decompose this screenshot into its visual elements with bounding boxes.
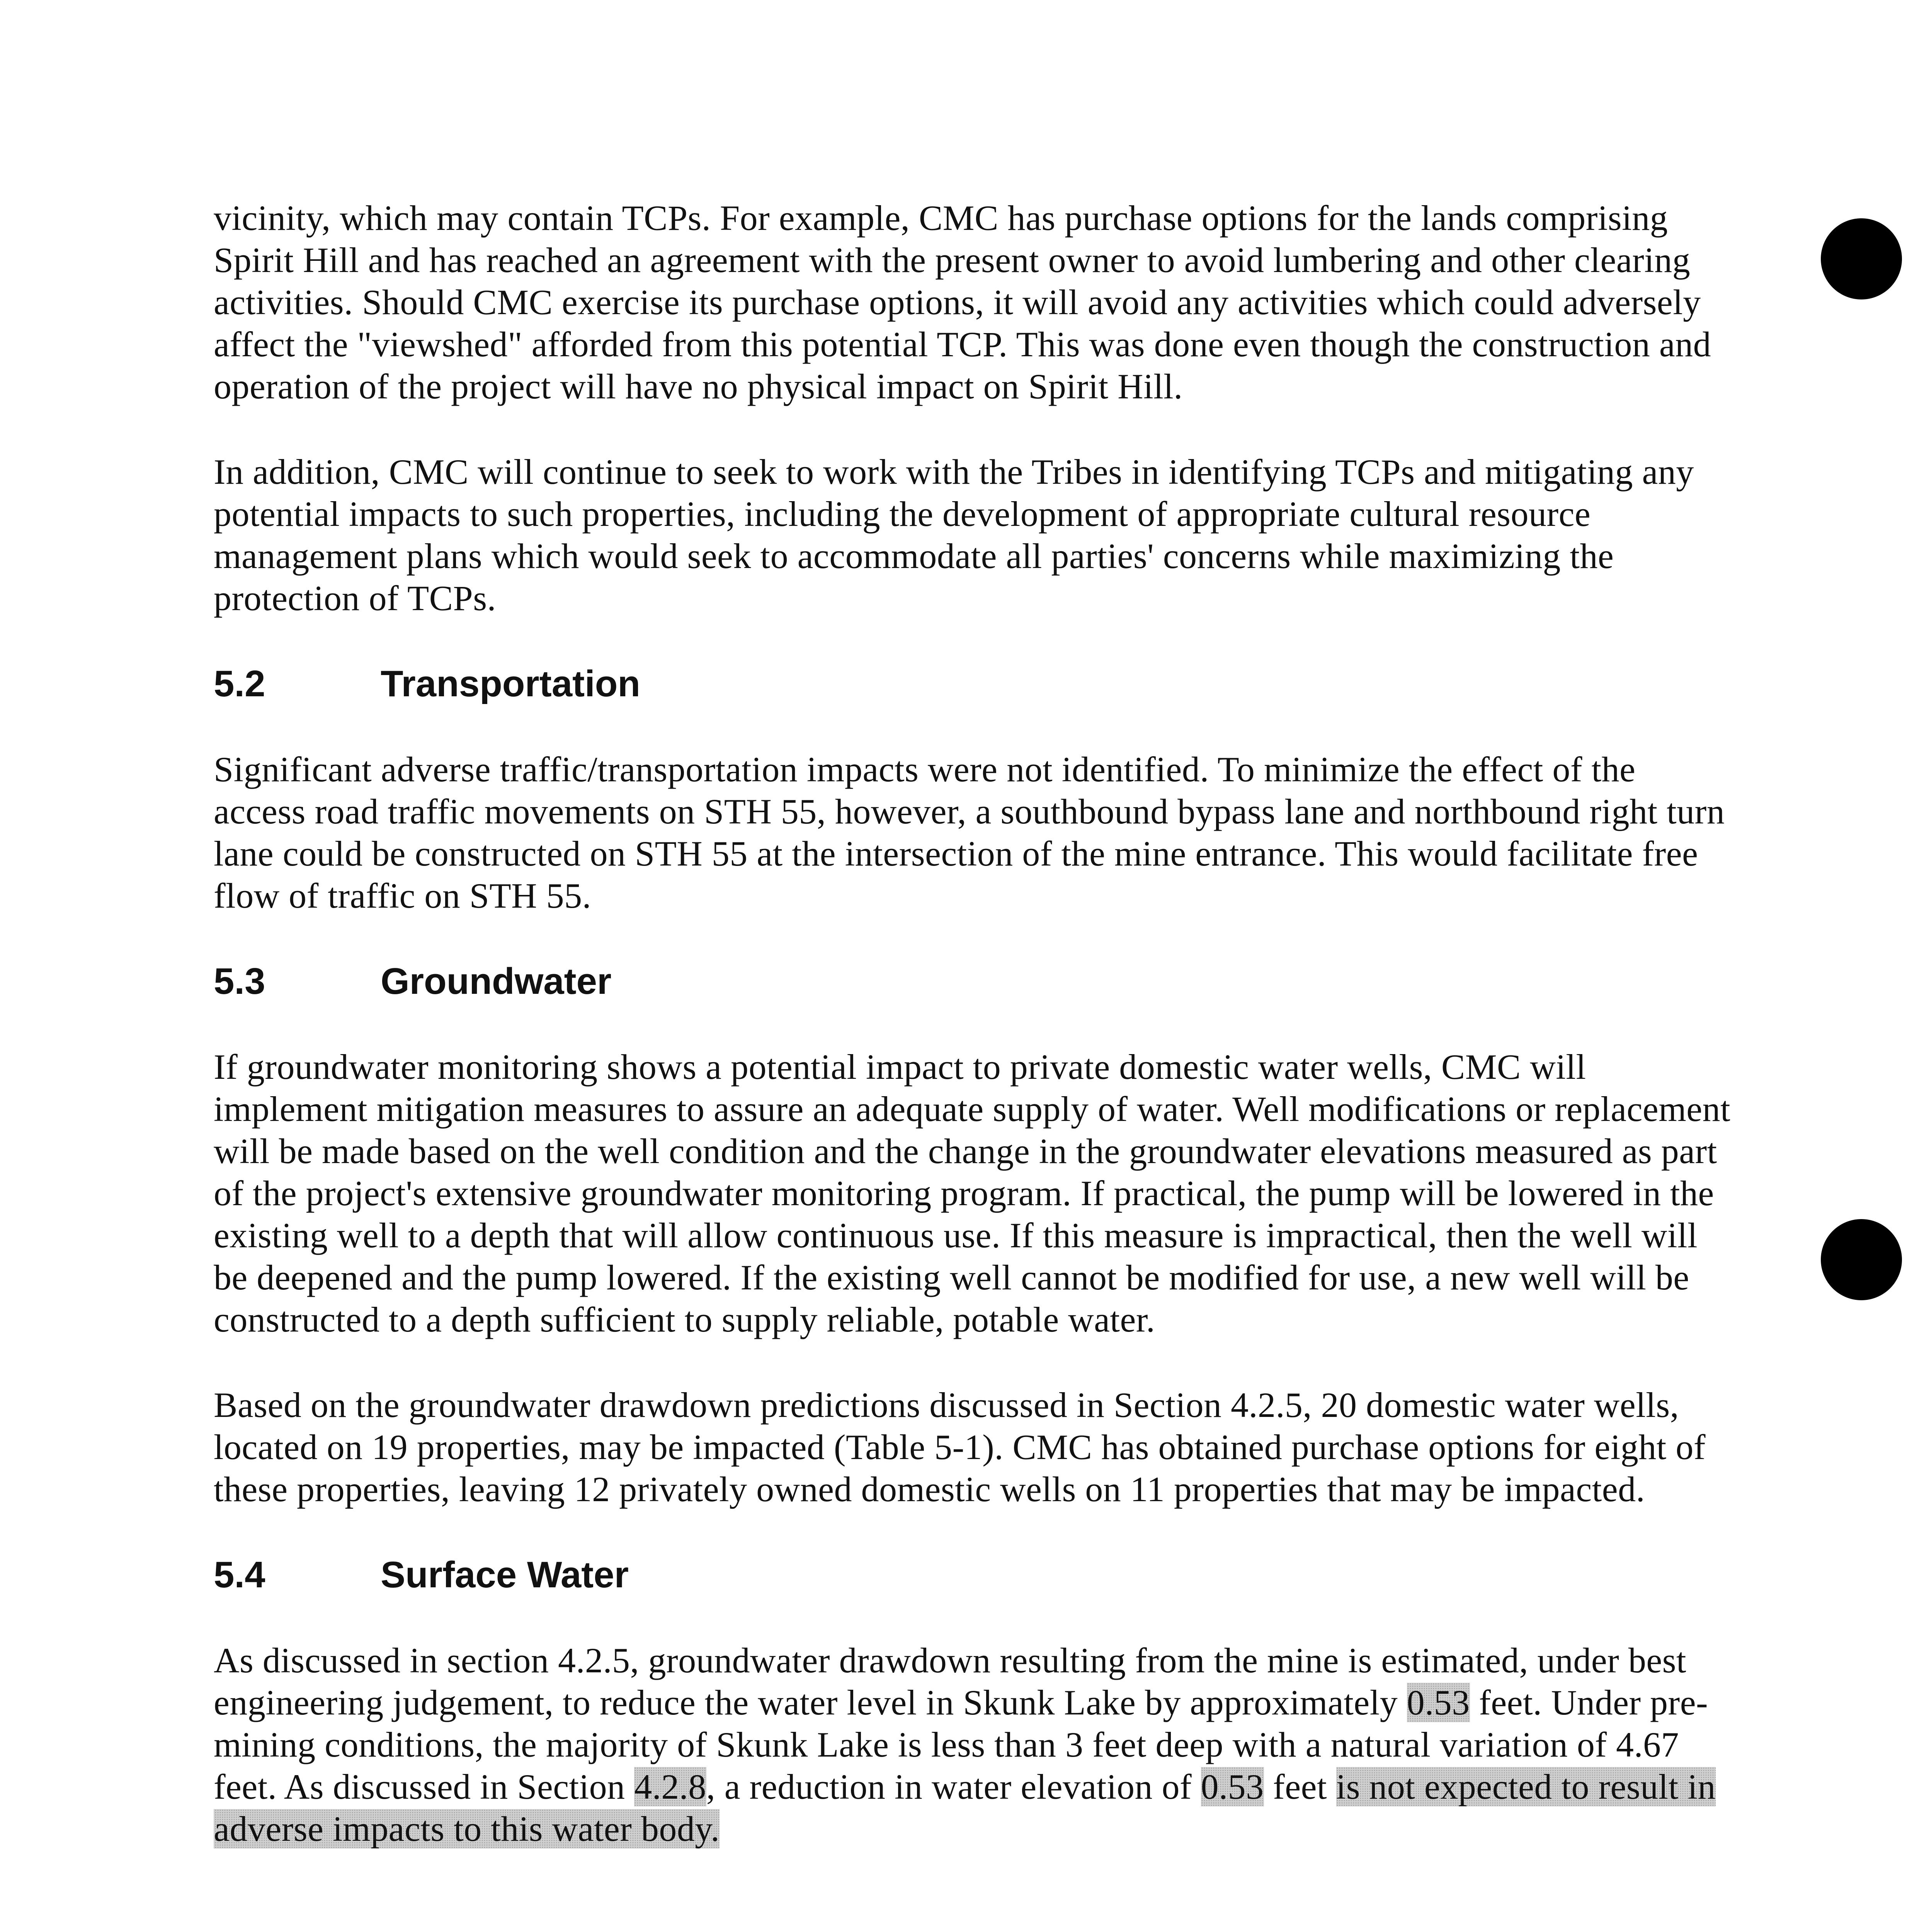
- binder-hole-top: [1821, 218, 1902, 299]
- transportation-paragraph: Significant adverse traffic/transportation impacts were not identified. To minimize the effect of the access road traffic movements on STH 55, however, a southbound bypass lane and northbound right turn lane could be constructed on STH 55 at the intersection of the mine entrance. This would facilitate free flow of traffic on STH 55.: [214, 750, 1725, 915]
- highlighted-value: 0.53: [1407, 1683, 1470, 1722]
- text-run: feet: [1264, 1767, 1336, 1806]
- surface-water-paragraph: [214, 1639, 1732, 1850]
- groundwater-paragraph-2: Based on the groundwater drawdown predictions discussed in Section 4.2.5, 20 domestic water wells, located on 19 properties, may be impacted (Table 5-1). CMC has obtained purchase options for eight of these properties, leaving 12 privately owned domestic wells on 11 properties that may be impacted.: [214, 1385, 1706, 1509]
- text-run: feet. Under pre-mining conditions, the majority of Skunk Lake is less than 3 feet deep with a natural variation of 4.67 feet. As discussed in Section: [214, 1683, 1708, 1806]
- section-title: Groundwater: [381, 961, 612, 1002]
- text-run: As discussed in section 4.2.5, groundwater drawdown resulting from the mine is estimated, under best engineering judgement, to reduce the water level in Skunk Lake by approximately: [214, 1641, 1687, 1722]
- text-run: , a reduction in water elevation of: [706, 1767, 1201, 1806]
- section-title: Surface Water: [381, 1554, 629, 1595]
- highlighted-section-ref: 4.2.8: [634, 1767, 706, 1806]
- section-title: Transportation: [381, 663, 641, 704]
- binder-hole-middle: [1821, 1219, 1902, 1300]
- highlighted-value: 0.53: [1201, 1767, 1264, 1806]
- intro-paragraph-2: In addition, CMC will continue to seek to work with the Tribes in identifying TCPs and mitigating any potential impacts to such properties, including the development of appropriate cultural resource management plans which would seek to accommodate all parties' concerns while maximizing the protection of TCPs.: [214, 452, 1694, 618]
- groundwater-paragraph-1: If groundwater monitoring shows a potential impact to private domestic water wells, CMC will implement mitigation measures to assure an adequate supply of water. Well modifications or replacement will be made based on the well condition and the change in the groundwater elevations measured as part of the project's extensive groundwater monitoring program. If practical, the pump will be lowered in the existing well to a depth that will allow continuous use. If this measure is impractical, then the well will be deepened and the pump lowered. If the existing well cannot be modified for use, a new well will be constructed to a depth sufficient to supply reliable, potable water.: [214, 1047, 1731, 1339]
- section-heading-groundwater: [214, 960, 1732, 1003]
- intro-paragraph-1: vicinity, which may contain TCPs. For example, CMC has purchase options for the lands comprising Spirit Hill and has reached an agreement with the present owner to avoid lumbering and other clearing activities. Should CMC exercise its purchase options, it will avoid any activities which could adversely affect the "viewshed" afforded from this potential TCP. This was done even though the construction and operation of the project will have no physical impact on Spirit Hill.: [214, 198, 1711, 406]
- section-number: 5.2: [214, 663, 265, 704]
- page-body: [214, 197, 1732, 1893]
- section-number: 5.3: [214, 961, 265, 1002]
- section-heading-surface-water: [214, 1554, 1732, 1596]
- highlighted-conclusion: is not expected to result in adverse impacts to this water body.: [214, 1767, 1716, 1849]
- section-heading-transportation: [214, 663, 1732, 705]
- section-number: 5.4: [214, 1554, 265, 1595]
